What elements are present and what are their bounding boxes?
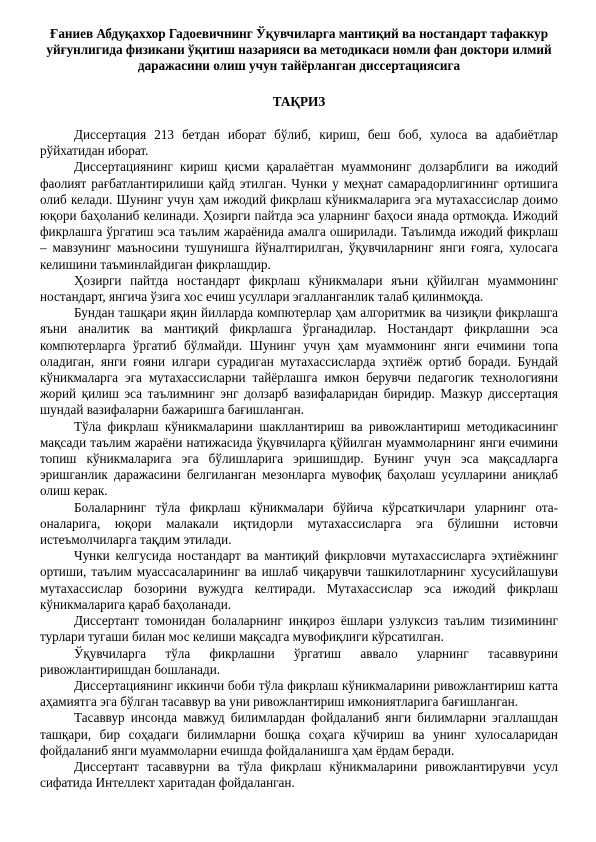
- paragraph: Чунки келгусида ностандарт ва мантиқий фикрловчи мутахассисларга эҳтиёжнинг ортиши, таълим муассасаларининг ва ишлаб чиқарувчи ташкилотларнинг хусусийлашуви мутахассислар бозорини вужудга келтиради. Мутахассислар эса ижодий фикрлаш кўникмаларига қараб баҳоланади.: [40, 548, 558, 612]
- paragraph: Болаларнинг тўла фикрлаш кўникмалари бўйича кўрсаткичлари уларнинг ота-оналарига, юқори малакали иқтидорли мутахассисларга эга бўлишни истовчи истеъмолчиларга тақдим этилади.: [40, 499, 558, 548]
- paragraph: Тўла фикрлаш кўникмаларини шакллантириш ва ривожлантириш методикасининг мақсади таълим жараёни натижасида ўқувчиларга қўйилган муаммоларнинг янги ечимини топиш кўникмаларига эга бўлишларига эришишдир. Бунинг учун эса мақсадларга эришганлик даражасини белгиланган мезонларга мувофиқ баҳолаш усулларини аниқлаб олиш керак.: [40, 418, 558, 499]
- paragraph: Диссертациянинг иккинчи боби тўла фикрлаш кўникмаларини ривожлантириш катта аҳамиятга эга бўлган тасаввур ва уни ривожлантириш имкониятларига бағишланган.: [40, 677, 558, 710]
- paragraph: Ўқувчиларга тўла фикрлашни ўргатиш аввало уларнинг тасаввурини ривожлантиришдан бошланади.: [40, 645, 558, 677]
- paragraph: Диссертант томонидан болаларнинг инқироз ёшлари узлуксиз таълим тизимининг турлари тугаши билан мос келиши мақсадга мувофиқлиги кўрсатилган.: [40, 613, 558, 645]
- paragraph: Тасаввур инсонда мавжуд билимлардан фойдаланиб янги билимларни эгаллашдан ташқари, бир соҳадаги билимларни бошқа соҳага кўчириш ва унинг хулосаларидан фойдаланиб янги муаммоларни ечишда фойдаланишга ҳам ёрдам беради.: [40, 710, 558, 758]
- paragraph: Диссертациянинг кириш қисми қаралаётган муаммонинг долзарблиги ва ижодий фаолият рағбатлантирилиши қайд этилган. Чунки у меҳнат самарадорлигининг ортишига олиб келади. Шунинг учун ҳам ижодий фикрлаш кўникмаларига эга мутахассислар доимо юқори баҳоланиб келинади. Ҳозирги пайтда эса уларнинг баҳоси янада ортмоқда. Ижодий фикрлашга ўргатиш эса таълим жараёнида амалга оширилади. Таълимда ижодий фикрлаш – мавзунинг маъносини тушунишга йўналтирилган, ўқувчиларнинг янги ғояга, хулосага келишини таъминлайдиган фикрлашдир.: [40, 159, 558, 272]
- paragraph: Диссертация 213 бетдан иборат бўлиб, кириш, беш боб, хулоса ва адабиётлар рўйхатидан иборат.: [40, 127, 558, 159]
- paragraph: Диссертант тасаввурни ва тўла фикрлаш кўникмаларини ривожлантирувчи усул сифатида Интеллект харитадан фойдаланган.: [40, 758, 558, 791]
- paragraph: Ҳозирги пайтда ностандарт фикрлаш кўникмалари яъни қўйилган муаммонинг ностандарт, янгича ўзига хос ечиш усуллари эгалланганлик талаб қилинмоқда.: [40, 272, 558, 305]
- document-page: [40, 26, 558, 791]
- paragraph: Бундан ташқари яқин йилларда компютерлар ҳам алгоритмик ва чизиқли фикрлашга яъни аналитик ва мантиқий фикрлашга ўрганадилар. Ностандарт фикрлашни эса компютерларга ўргатиб бўлмайди. Шунинг учун ҳам муаммонинг янги ечимини топа оладиган, янги ғояни илгари сурадиган мутахассисларда эҳтиёж ортиб боради. Бундай кўникмаларга эга мутахассисларни тайёрлашга имкон берувчи педагогик технологияни жорий қилиш эса таълимнинг энг долзарб вазифаларидан биридир. Мазкур диссертация шундай вазифаларни бажаришга бағишланган.: [40, 305, 558, 418]
- document-heading: Ғаниев Абдуқаххор Гадоевичнинг Ўқувчиларга мантиқий ва ностандарт тафаккур уйғунлигида физикани ўқитиш назарияси ва методикаси номли фан доктори илмий даражасини олиш учун тайёрланган диссертациясига: [46, 26, 552, 73]
- document-body: [40, 127, 558, 791]
- document-title: ТАҚРИЗ: [272, 94, 326, 109]
